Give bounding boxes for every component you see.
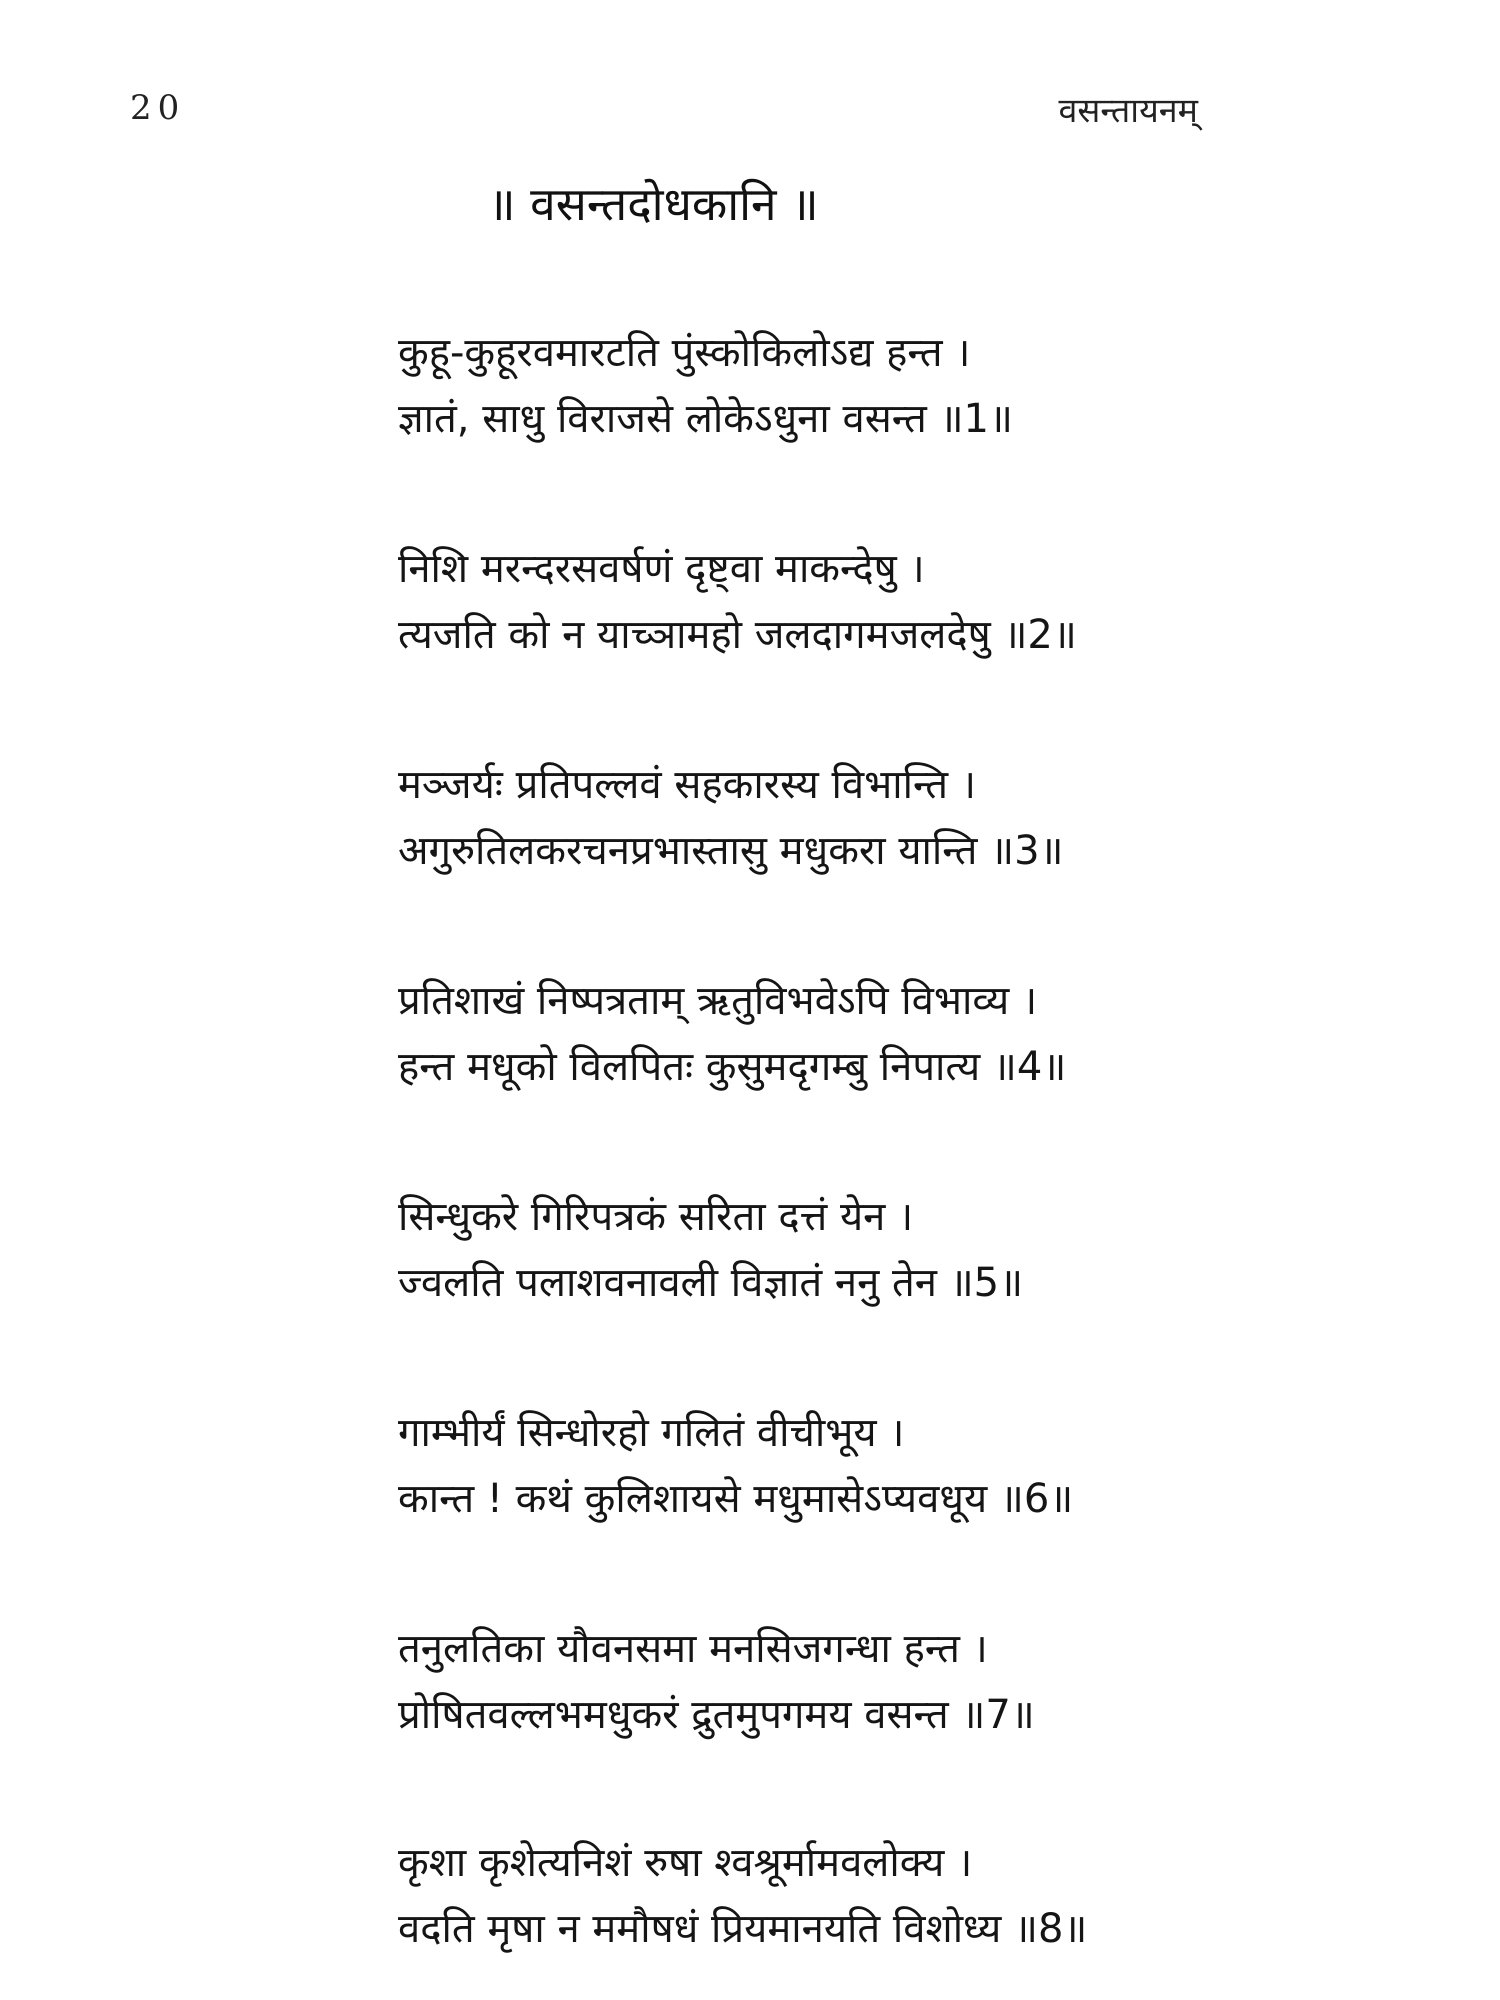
verse-line: कान्त ! कथं कुलिशायसे मधुमासेऽप्यवधूय ॥6॥ bbox=[398, 1476, 1074, 1522]
running-head: वसन्तायनम् bbox=[1058, 91, 1198, 131]
verse-3 bbox=[398, 752, 1398, 884]
section-title: ॥ वसन्तदोधकानि ॥ bbox=[488, 177, 819, 231]
verse-line: प्रोषितवल्लभमधुकरं द्रुतमुपगमय वसन्त ॥7॥ bbox=[398, 1692, 1035, 1738]
verse-line: ज्वलति पलाशवनावली विज्ञातं ननु तेन ॥5॥ bbox=[398, 1260, 1024, 1306]
verse-line: अगुरुतिलकरचनप्रभास्तासु मधुकरा यान्ति ॥3॥ bbox=[398, 828, 1064, 874]
verse-line: कृशा कृशेत्यनिशं रुषा श्वश्रूर्मामवलोक्य । bbox=[398, 1840, 973, 1886]
verse-5 bbox=[398, 1184, 1398, 1316]
verse-line: गाम्भीर्यं सिन्धोरहो गलितं वीचीभूय । bbox=[398, 1410, 905, 1456]
verse-4 bbox=[398, 968, 1398, 1100]
page-number: 20 bbox=[130, 88, 186, 128]
verse-line: मञ्जर्यः प्रतिपल्लवं सहकारस्य विभान्ति । bbox=[398, 762, 976, 808]
verse-line: त्यजति को न याच्ञामहो जलदागमजलदेषु ॥2॥ bbox=[398, 612, 1077, 658]
verse-2 bbox=[398, 536, 1398, 668]
verse-line: प्रतिशाखं निष्पत्रताम् ऋतुविभवेऽपि विभाव्य । bbox=[398, 978, 1038, 1024]
verse-6 bbox=[398, 1400, 1398, 1532]
verse-line: तनुलतिका यौवनसमा मनसिजगन्धा हन्त । bbox=[398, 1626, 988, 1672]
verse-7 bbox=[398, 1616, 1398, 1748]
verse-line: कुहू-कुहूरवमारटति पुंस्कोकिलोऽद्य हन्त । bbox=[398, 330, 971, 376]
verse-line: सिन्धुकरे गिरिपत्रकं सरिता दत्तं येन । bbox=[398, 1194, 914, 1240]
verse-line: हन्त मधूको विलपितः कुसुमदृगम्बु निपात्य ॥4॥ bbox=[398, 1044, 1067, 1090]
verse-8 bbox=[398, 1830, 1398, 1962]
verse-1 bbox=[398, 320, 1398, 452]
verse-line: ज्ञातं, साधु विराजसे लोकेऽधुना वसन्त ॥1॥ bbox=[398, 396, 1013, 442]
verse-line: वदति मृषा न ममौषधं प्रियमानयति विशोध्य ॥8॥ bbox=[398, 1906, 1088, 1952]
verse-line: निशि मरन्दरसवर्षणं दृष्ट्वा माकन्देषु । bbox=[398, 546, 925, 592]
